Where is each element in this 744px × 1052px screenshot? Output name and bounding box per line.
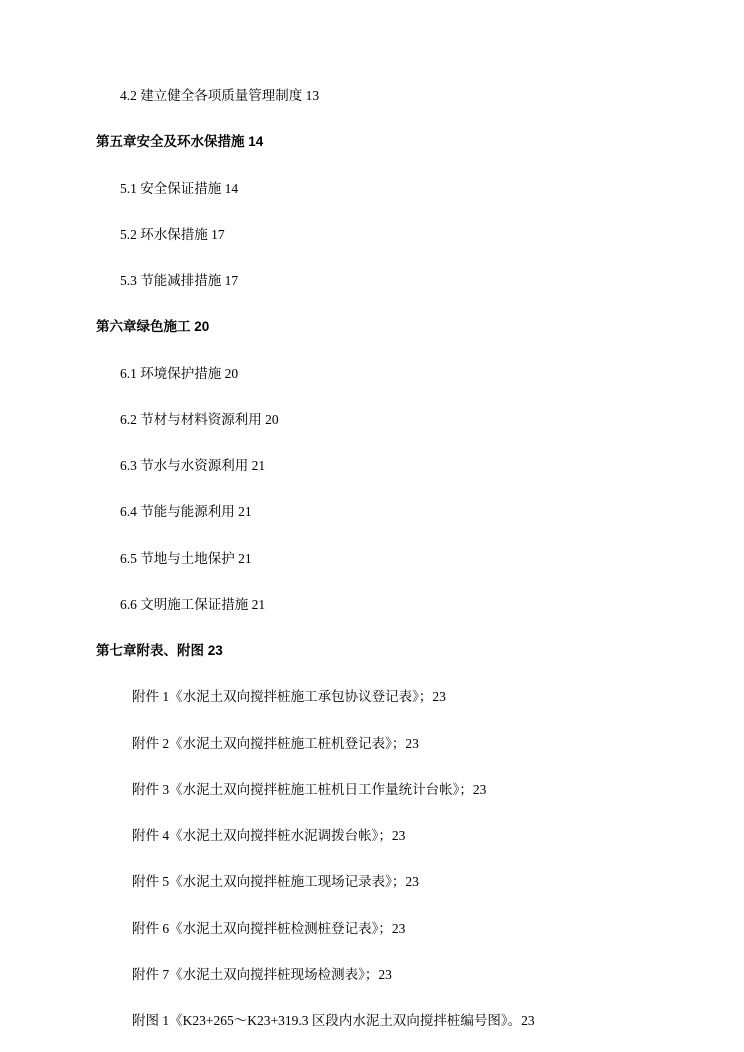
toc-entry: 6.4 节能与能源利用 21 — [120, 504, 252, 520]
table-of-contents — [96, 86, 672, 1031]
toc-entry: 第七章附表、附图 23 — [96, 643, 223, 658]
toc-entry: 附件 4《水泥土双向搅拌桩水泥调拨台帐》；23 — [132, 828, 406, 843]
toc-entry: 5.2 环水保措施 17 — [120, 226, 225, 242]
toc-entry: 附件 6《水泥土双向搅拌桩检测桩登记表》；23 — [132, 920, 406, 936]
toc-entry: 第六章绿色施工 20 — [96, 319, 210, 335]
toc-entry: 6.5 节地与土地保护 21 — [120, 550, 252, 566]
toc-entry: 附件 1《水泥土双向搅拌桩施工承包协议登记表》；23 — [132, 689, 446, 705]
toc-entry: 5.3 节能减排措施 17 — [120, 273, 239, 288]
toc-entry: 第五章安全及环水保措施 14 — [96, 134, 264, 150]
toc-entry: 附件 2《水泥土双向搅拌桩施工桩机登记表》；23 — [132, 735, 419, 751]
toc-entry: 6.3 节水与水资源利用 21 — [120, 458, 266, 473]
toc-entry: 6.6 文明施工保证措施 21 — [120, 596, 266, 612]
toc-entry: 6.1 环境保护措施 20 — [120, 365, 239, 381]
toc-entry: 附图 1《K23+265～K23+319.3 区段内水泥土双向搅拌桩编号图》。23 — [132, 1013, 535, 1028]
toc-entry: 附件 3《水泥土双向搅拌桩施工桩机日工作量统计台帐》；23 — [132, 781, 487, 797]
toc-entry: 5.1 安全保证措施 14 — [120, 180, 239, 196]
toc-entry: 附件 5《水泥土双向搅拌桩施工现场记录表》；23 — [132, 874, 419, 890]
toc-entry: 4.2 建立健全各项质量管理制度 13 — [120, 88, 320, 103]
toc-entry: 附件 7《水泥土双向搅拌桩现场检测表》；23 — [132, 966, 392, 982]
toc-entry: 6.2 节材与材料资源利用 20 — [120, 411, 279, 427]
